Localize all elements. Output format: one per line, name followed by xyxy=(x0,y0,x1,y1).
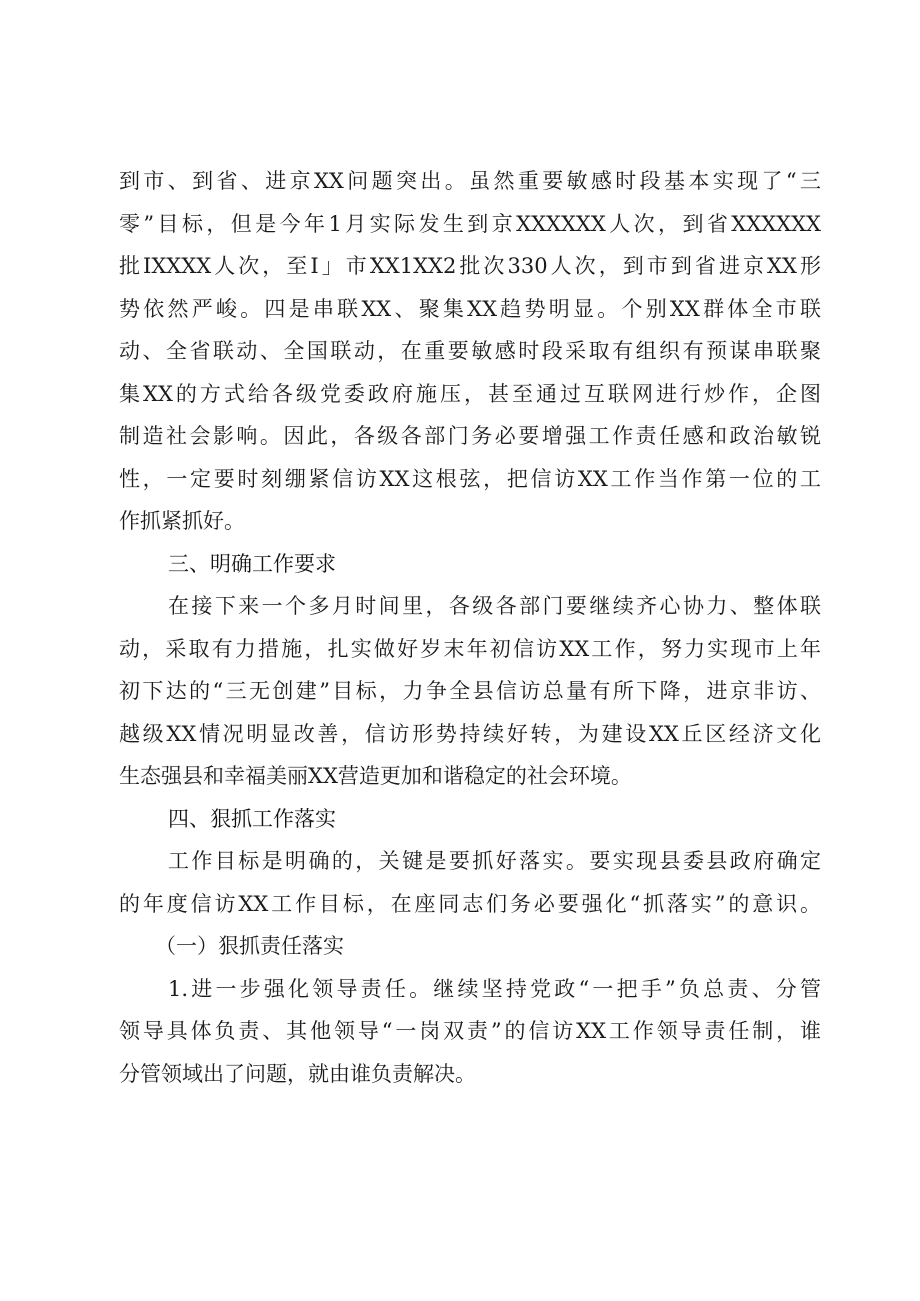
text-line: 动，采取有力措施，扎实做好岁末年初信访XX工作，努力实现市上年 xyxy=(119,636,821,661)
subsection-heading: （一）狠抓责任落实 xyxy=(155,934,344,958)
text-line: 生态强县和幸福美丽XX营造更加和谐稳定的社会环境。 xyxy=(119,764,632,788)
text-line: 零”目标，但是今年1月实际发生到京XXXXXX人次，到省XXXXXX xyxy=(119,211,821,236)
text-line: 1.进一步强化领导责任。继续坚持党政“一把手”负总责、分管 xyxy=(168,976,821,1001)
text-line: 批IXXXX人次，至I」市XX1XX2批次330人次，到市到省进京XX形 xyxy=(119,254,821,278)
text-line: 性，一定要时刻绷紧信访XX这根弦，把信访XX工作当作第一位的工 xyxy=(119,466,821,491)
text-line: 分管领域出了问题，就由谁负责解决。 xyxy=(119,1061,476,1086)
text-line: 动、全省联动、全国联动，在重要敏感时段采取有组织有预谋串联聚 xyxy=(119,339,821,363)
text-line: 集XX的方式给各级党委政府施压，甚至通过互联网进行炒作，企图 xyxy=(119,381,821,406)
text-line: 领导具体负责、其他领导“一岗双责”的信访XX工作领导责任制，谁 xyxy=(119,1019,821,1043)
paragraph-situation xyxy=(119,160,821,543)
text-line: 制造社会影响。因此，各级各部门务必要增强工作责任感和政治敏锐 xyxy=(119,424,821,448)
paragraph-implementation xyxy=(119,840,821,925)
text-line: 的年度信访XX工作目标，在座同志们务必要强化“抓落实”的意识。 xyxy=(119,891,821,916)
document-body xyxy=(119,160,821,1095)
text-line: 越级XX情况明显改善，信访形势持续好转，为建设XX丘区经济文化 xyxy=(119,721,821,746)
paragraph-leadership xyxy=(119,968,821,1096)
section-heading-3: 三、明确工作要求 xyxy=(168,551,336,576)
text-line: 到市、到省、进京XX问题突出。虽然重要敏感时段基本实现了“三 xyxy=(119,169,821,193)
text-line: 工作目标是明确的，关键是要抓好落实。要实现县委县政府确定 xyxy=(168,849,821,873)
text-line: 在接下来一个多月时间里，各级各部门要继续齐心协力、整体联 xyxy=(168,594,821,618)
text-line: 初下达的“三无创建”目标，力争全县信访总量有所下降，进京非访、 xyxy=(119,679,821,703)
text-line: 作抓紧抓好。 xyxy=(119,509,245,533)
text-line: 势依然严峻。四是串联XX、聚集XX趋势明显。个别XX群体全市联 xyxy=(119,296,821,321)
section-heading-4: 四、狠抓工作落实 xyxy=(168,806,336,831)
paragraph-requirements xyxy=(119,585,821,798)
